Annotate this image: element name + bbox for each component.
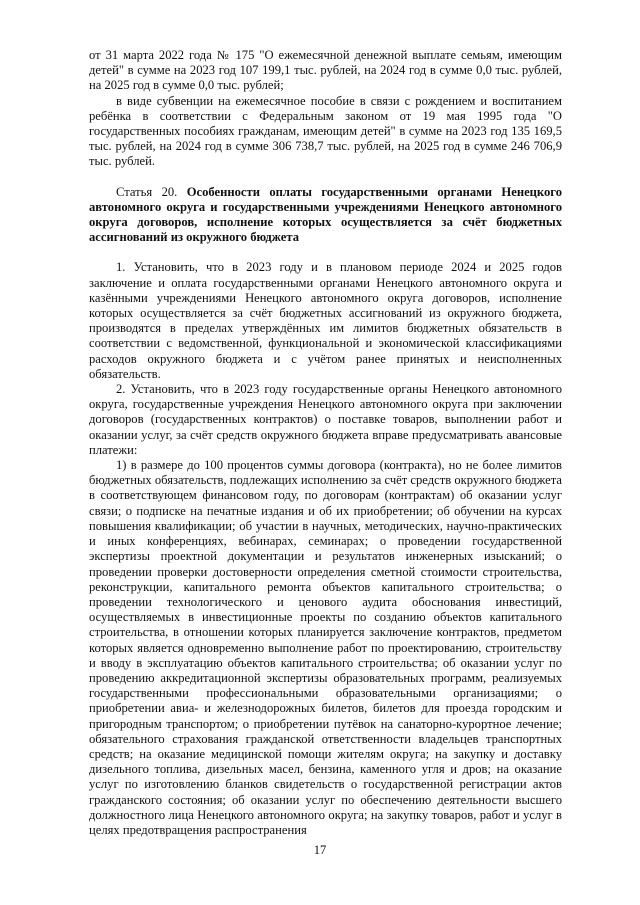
article-number: Статья 20. [116,184,178,199]
paragraph-item-2: 2. Установить, что в 2023 году государственные органы Ненецкого автономного округа, государственные учреждения Ненецкого автономного округа при заключении договоров (государственных контрактов) о поставке товаров, выполнении работ и оказании услуг, за счёт средств окружного бюджета вправе предусматривать авансовые платежи: [89,382,562,457]
article-title: Особенности оплаты государственными органами Ненецкого автономного округа и государственными учреждениями Ненецкого автономного округа договоров, исполнение которых осуществляется за счёт бюджетных ассигнований из окружного бюджета [89,184,563,245]
paragraph-continuation: от 31 марта 2022 года № 175 "О ежемесячной денежной выплате семьям, имеющим детей" в сумме на 2023 год 107 199,1 тыс. рублей, на 2024 год в сумме 0,0 тыс. рублей, на 2025 год в сумме 0,0 тыс. рублей; [89,48,562,93]
spacer [89,245,562,260]
paragraph-subvention: в виде субвенции на ежемесячное пособие в связи с рождением и воспитанием ребёнка в соответствии с Федеральным законом от 19 мая 1995 года "О государственных пособиях гражданам, имеющим детей" в сумме на 2023 год 135 169,5 тыс. рублей, на 2024 год в сумме 306 738,7 тыс. рублей, на 2025 год в сумме 246 706,9 тыс. рублей. [89,93,562,169]
page-number: 17 [313,843,327,857]
paragraph-subitem-1: 1) в размере до 100 процентов суммы договора (контракта), но не более лимитов бюджетных обязательств, подлежащих исполнению за счёт средств окружного бюджета в соответствующем финансовом году, по договорам (контрактам) об оказании услуг связи; о подписке на печатные издания и об их приобретении; об обучении на курсах повышения квалификации; об участии в научных, методических, научно-практических и иных конференциях, вебинарах, семинарах; о проведении государственной экспертизы проектной документации и результатов инженерных изысканий; о проведении проверки достоверности определения сметной стоимости строительства, реконструкции, капитального ремонта объектов капитального строительства; о проведении технологического и ценового аудита обоснования инвестиций, осуществляемых в инвестиционные проекты по созданию объектов капитального строительства, в отношении которых планируется заключение контрактов, предметом которых является одновременно выполнение работ по проектированию, строительству и вводу в эксплуатацию объектов капитального строительства; об оказании услуг по проведению аккредитационной экспертизы образовательных программ, реализуемых государственными профессиональными образовательными организациями; о приобретении авиа- и железнодорожных билетов, билетов для проезда городским и пригородным транспортом; о приобретении путёвок на санаторно-курортное лечение; обязательного страхования гражданской ответственности владельцев транспортных средств; на оказание медицинской помощи жителям округа; на закупку и доставку дизельного топлива, дизельных масел, бензина, каменного угля и дров; на оказание услуг по изготовлению бланков свидетельств о государственной регистрации актов гражданского состояния; об оказании услуг по обеспечению деятельности высшего должностного лица Ненецкого автономного округа; на закупку товаров, работ и услуг в целях предотвращения распространения [89,458,562,837]
paragraph-item-1: 1. Установить, что в 2023 году и в плановом периоде 2024 и 2025 годов заключение и оплата государственными органами Ненецкого автономного округа и казёнными учреждениями Ненецкого автономного округа договоров, исполнение которых осуществляется за счёт бюджетных ассигнований из окружного бюджета, производятся в пределах утверждённых им лимитов бюджетных обязательств в соответствии с ведомственной, функциональной и экономической классификациями расходов окружного бюджета и с учётом ранее принятых и неисполненных обязательств. [89,260,562,381]
spacer [89,170,562,185]
article-heading [89,185,562,246]
